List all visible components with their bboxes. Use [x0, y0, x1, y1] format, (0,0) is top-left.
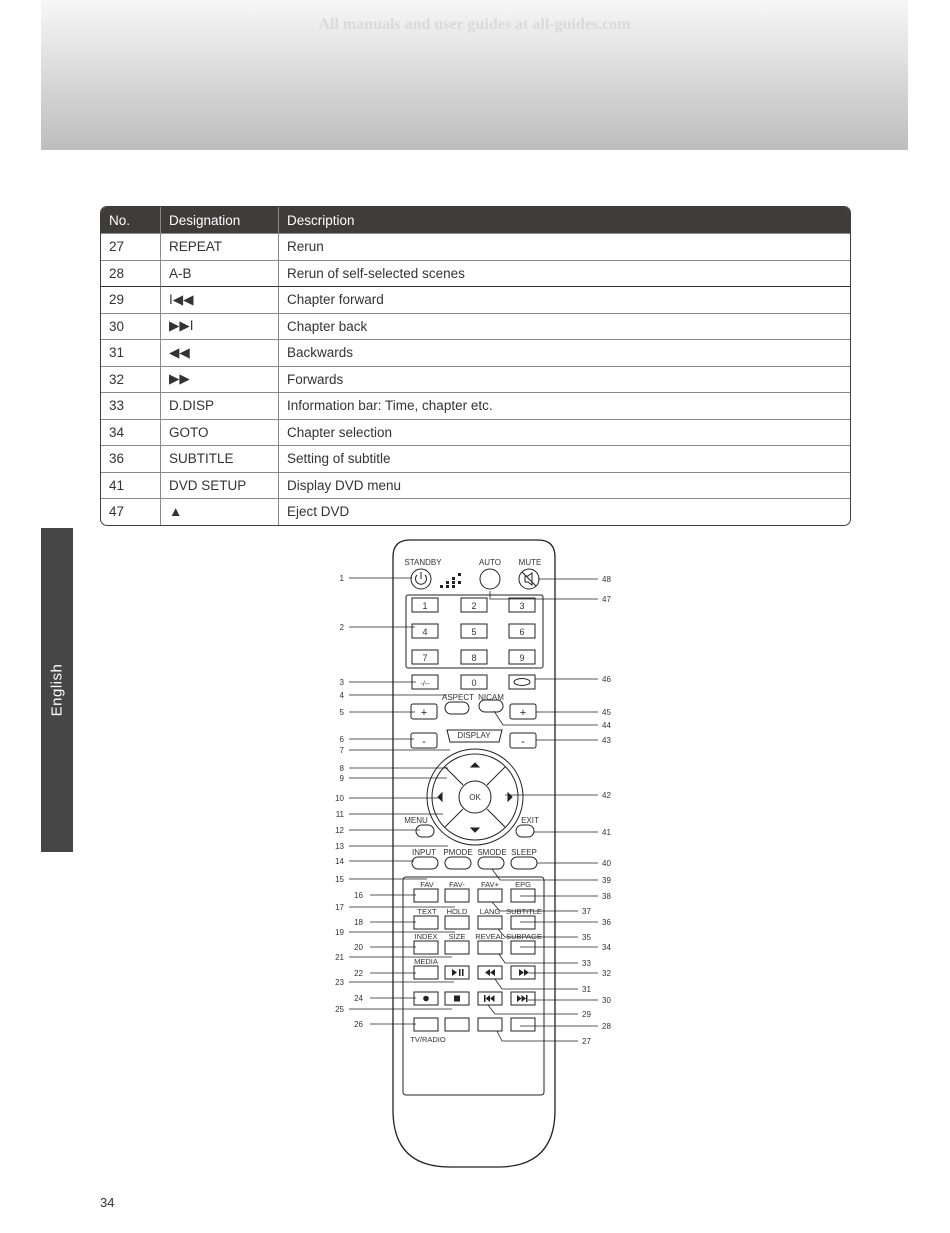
cell-designation: I◀◀	[161, 286, 279, 313]
cell-description: Rerun of self-selected scenes	[279, 260, 850, 287]
cell-description: Setting of subtitle	[279, 445, 850, 472]
callout-1: 1	[339, 574, 344, 583]
cell-designation: D.DISP	[161, 392, 279, 419]
aspect-label: ASPECT	[441, 693, 475, 702]
cell-designation: ▶▶	[161, 366, 279, 393]
right-arrow-icon	[508, 793, 512, 801]
cell-designation: ◀◀	[161, 339, 279, 366]
menu-button	[416, 825, 434, 837]
digit-2-label: 2	[471, 601, 477, 611]
button-designation-table	[100, 206, 851, 526]
callout-44: 44	[602, 721, 611, 730]
cell-description: Chapter forward	[279, 286, 850, 313]
cell-no: 31	[101, 339, 161, 366]
callout-41: 41	[602, 828, 611, 837]
mute-label: MUTE	[518, 558, 542, 567]
record-icon	[423, 996, 429, 1002]
index-label: INDEX	[414, 932, 438, 941]
sleep-button	[511, 857, 537, 869]
callout-27: 27	[582, 1037, 591, 1046]
menu-label: MENU	[404, 816, 428, 825]
tvradio-label: TV/RADIO	[410, 1035, 446, 1044]
digit-7-label: 7	[422, 653, 428, 663]
digit-6-label: 6	[519, 627, 525, 637]
left-arrow-icon	[438, 793, 442, 801]
header-no: No.	[101, 207, 161, 233]
callout-14: 14	[335, 857, 344, 866]
cell-designation: SUBTITLE	[161, 445, 279, 472]
callout-26: 26	[354, 1020, 363, 1029]
callout-34: 34	[602, 943, 611, 952]
left-callout-lines	[349, 578, 455, 1024]
callout-46: 46	[602, 675, 611, 684]
table-row	[101, 313, 850, 340]
callout-31: 31	[582, 985, 591, 994]
table-row	[101, 260, 850, 287]
pmode-label: PMODE	[443, 848, 473, 857]
power-icon	[416, 572, 427, 584]
callout-28: 28	[602, 1022, 611, 1031]
header-designation: Designation	[161, 207, 279, 233]
cell-description: Chapter back	[279, 313, 850, 340]
header-description: Description	[279, 207, 850, 233]
next-chapter-icon	[517, 995, 528, 1002]
cell-designation: ▲	[161, 498, 279, 525]
volume-down-icon: -	[422, 736, 426, 748]
callout-7: 7	[339, 746, 344, 755]
digit-8-label: 8	[471, 653, 477, 663]
callout-11: 11	[335, 810, 344, 819]
cell-description: Eject DVD	[279, 498, 850, 525]
callout-35: 35	[582, 933, 591, 942]
size-label: SIZE	[448, 932, 466, 941]
callout-42: 42	[602, 791, 611, 800]
fav-plus-label: FAV+	[481, 880, 499, 889]
header-banner	[41, 0, 908, 150]
table-header-row	[101, 207, 850, 233]
nicam-label: NICAM	[478, 693, 504, 702]
digit-4-label: 4	[422, 627, 428, 637]
reveal-label: REVEAL	[475, 932, 505, 941]
callout-32: 32	[602, 969, 611, 978]
pmode-button	[445, 857, 471, 869]
sleep-label: SLEEP	[511, 848, 537, 857]
display-label: DISPLAY	[457, 731, 491, 740]
standby-label: STANDBY	[404, 558, 442, 567]
callout-9: 9	[339, 774, 344, 783]
callout-24: 24	[354, 994, 363, 1003]
callout-25: 25	[335, 1005, 344, 1014]
callout-38: 38	[602, 892, 611, 901]
channel-down-icon: -	[521, 736, 525, 748]
volume-up-icon: +	[420, 707, 428, 719]
callout-22: 22	[354, 969, 363, 978]
dash-label: -/--	[420, 681, 430, 688]
callout-17: 17	[335, 903, 344, 912]
callout-20: 20	[354, 943, 363, 952]
callout-2: 2	[339, 623, 344, 632]
text-label: TEXT	[417, 907, 437, 916]
aspect-button	[445, 702, 469, 714]
cell-no: 32	[101, 366, 161, 393]
callout-19: 19	[335, 928, 344, 937]
auto-button	[480, 569, 500, 589]
table-row	[101, 366, 850, 393]
cell-no: 27	[101, 233, 161, 260]
cell-description: Backwards	[279, 339, 850, 366]
callout-10: 10	[335, 794, 344, 803]
callout-45: 45	[602, 708, 611, 717]
callout-29: 29	[582, 1010, 591, 1019]
table-row	[101, 498, 850, 525]
cell-description: Chapter selection	[279, 419, 850, 446]
signal-icon	[440, 573, 461, 588]
callout-43: 43	[602, 736, 611, 745]
rewind-icon	[485, 969, 495, 976]
cell-designation: GOTO	[161, 419, 279, 446]
callout-37: 37	[582, 907, 591, 916]
previous-chapter-icon	[484, 995, 495, 1002]
callout-4: 4	[339, 691, 344, 700]
table-row	[101, 233, 850, 260]
digit-9-label: 9	[519, 653, 525, 663]
cell-designation: DVD SETUP	[161, 472, 279, 499]
language-tab	[41, 528, 73, 852]
digit-1-label: 1	[422, 601, 428, 611]
callout-13: 13	[335, 842, 344, 851]
remote-control-diagram	[330, 535, 630, 1175]
table-row	[101, 472, 850, 499]
cell-no: 33	[101, 392, 161, 419]
recall-icon	[514, 679, 530, 686]
callout-33: 33	[582, 959, 591, 968]
stop-icon	[454, 996, 460, 1002]
fast-forward-icon	[519, 969, 529, 976]
cell-description: Forwards	[279, 366, 850, 393]
smode-button	[478, 857, 504, 869]
cell-description: Rerun	[279, 233, 850, 260]
callout-12: 12	[335, 826, 344, 835]
callout-8: 8	[339, 764, 344, 773]
cell-no: 36	[101, 445, 161, 472]
fav-minus-label: FAV-	[449, 880, 465, 889]
fav-label: FAV	[420, 880, 434, 889]
up-arrow-icon	[471, 763, 479, 767]
subtitle-label: SUBTITLE	[506, 907, 542, 916]
subpage-label: SUBPAGE	[506, 932, 542, 941]
callout-16: 16	[354, 891, 363, 900]
exit-button	[516, 825, 534, 837]
callout-39: 39	[602, 876, 611, 885]
callout-30: 30	[602, 996, 611, 1005]
banner-text: All manuals and user guides at all-guides.com	[318, 16, 631, 33]
cell-description: Information bar: Time, chapter etc.	[279, 392, 850, 419]
recall-button	[509, 675, 535, 689]
smode-label: SMODE	[477, 848, 507, 857]
cell-no: 34	[101, 419, 161, 446]
callout-5: 5	[339, 708, 344, 717]
cell-designation: REPEAT	[161, 233, 279, 260]
lang-label: LANG	[479, 907, 501, 916]
table-row	[101, 419, 850, 446]
cell-no: 28	[101, 260, 161, 287]
cell-description: Display DVD menu	[279, 472, 850, 499]
callout-15: 15	[335, 875, 344, 884]
table-row	[101, 286, 850, 313]
digit-5-label: 5	[471, 627, 477, 637]
zero-label: 0	[471, 678, 477, 688]
auto-label: AUTO	[478, 558, 502, 567]
callout-47: 47	[602, 595, 611, 604]
callout-40: 40	[602, 859, 611, 868]
cell-designation: A-B	[161, 260, 279, 287]
down-arrow-icon	[471, 828, 479, 832]
callout-48: 48	[602, 575, 611, 584]
input-label: INPUT	[412, 848, 436, 857]
cell-no: 29	[101, 286, 161, 313]
ok-label: OK	[469, 793, 481, 802]
play-pause-icon	[452, 969, 464, 976]
callout-23: 23	[335, 978, 344, 987]
table-row	[101, 339, 850, 366]
mute-icon	[522, 572, 536, 586]
table-row	[101, 392, 850, 419]
callout-18: 18	[354, 918, 363, 927]
cell-no: 30	[101, 313, 161, 340]
cell-no: 47	[101, 498, 161, 525]
page-number: 34	[100, 1195, 115, 1210]
media-label: MEDIA	[414, 957, 438, 966]
language-tab-label: English	[48, 663, 66, 717]
input-button	[412, 857, 438, 869]
hold-label: HOLD	[446, 907, 468, 916]
epg-label: EPG	[515, 880, 531, 889]
cell-designation: ▶▶I	[161, 313, 279, 340]
callout-3: 3	[339, 678, 344, 687]
channel-up-icon: +	[519, 707, 527, 719]
callout-36: 36	[602, 918, 611, 927]
exit-label: EXIT	[521, 816, 539, 825]
callout-6: 6	[339, 735, 344, 744]
cell-no: 41	[101, 472, 161, 499]
callout-21: 21	[335, 953, 344, 962]
digit-3-label: 3	[519, 601, 525, 611]
table-row	[101, 445, 850, 472]
